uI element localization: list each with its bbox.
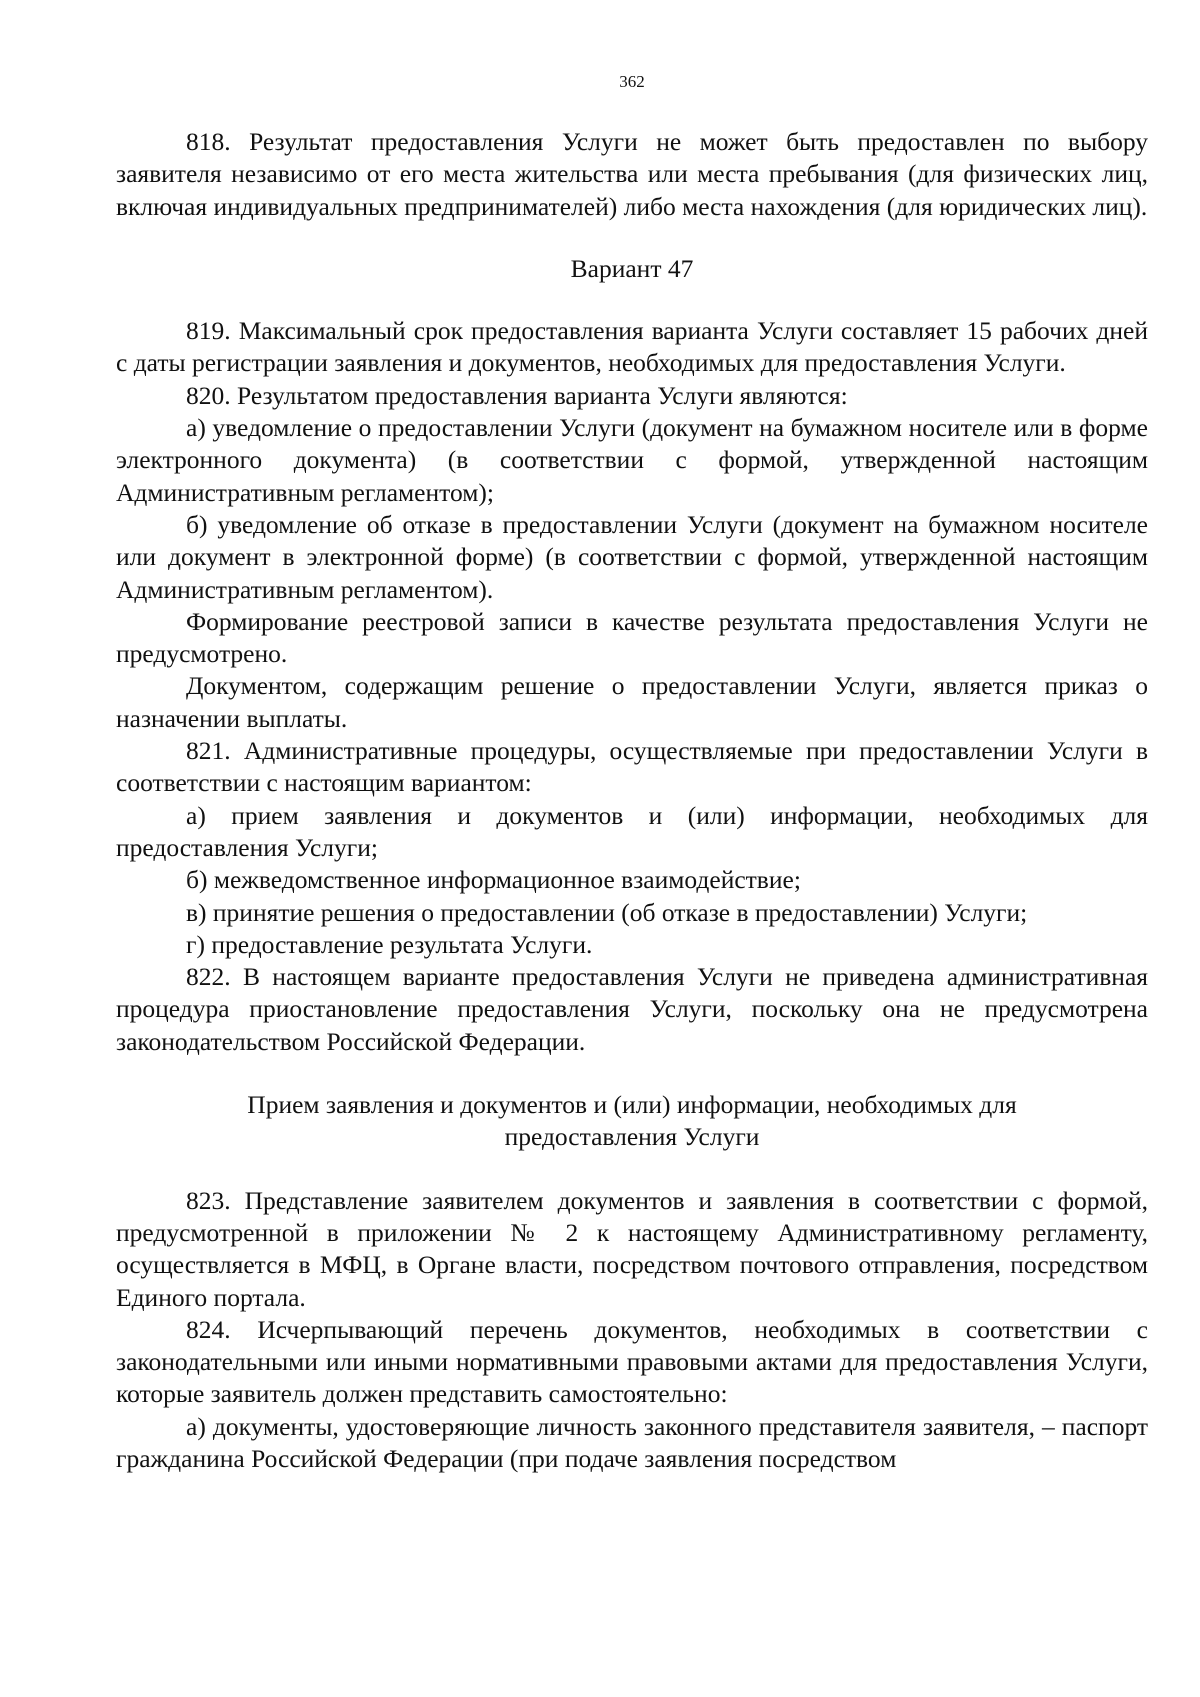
paragraph-824: 824. Исчерпывающий перечень документов, необходимых в соответствии с законодательными или иными нормативными правовыми актами для предоставления Услуги, которые заявитель должен представить самостоятельно: [116,1314,1148,1409]
paragraph-821-a: а) прием заявления и документов и (или) информации, необходимых для предоставления Услуги; [116,800,1148,862]
paragraph-821-d: г) предоставление результата Услуги. [186,929,593,959]
variant-heading: Вариант 47 [570,253,694,283]
paragraph-818: 818. Результат предоставления Услуги не может быть предоставлен по выбору заявителя независимо от его места жительства или места пребывания (для физических лиц, включая индивидуальных предпринимателей) либо места нахождения (для юридических лиц). [116,127,1148,221]
paragraph-824-a: а) документы, удостоверяющие личность законного представителя заявителя, – паспорт гражданина Российской Федерации (при подаче заявления посредством [116,1411,1148,1473]
paragraph-820-b: б) уведомление об отказе в предоставлении Услуги (документ на бумажном носителе или документ в электронной форме) (в соответствии с формой, утвержденной настоящим Административным регламентом). [116,509,1148,604]
paragraph-820-a: а) уведомление о предоставлении Услуги (документ на бумажном носителе или в форме электронного документа) (в соответствии с формой, утвержденной настоящим Административным регламентом); [116,413,1148,507]
document-body [116,126,1148,1475]
paragraph-820: 820. Результатом предоставления варианта Услуги являются: [186,380,848,410]
section-heading [116,1089,1148,1154]
paragraph-821-b: б) межведомственное информационное взаимодействие; [186,865,801,895]
paragraph-registry-record: Формирование реестровой записи в качестве результата предоставления Услуги не предусмотрено. [116,606,1148,669]
section-heading-line-2: предоставления Услуги [504,1122,760,1152]
page-number: 362 [619,72,645,91]
paragraph-821-c: в) принятие решения о предоставлении (об отказе в предоставлении) Услуги; [186,897,1028,927]
paragraph-822: 822. В настоящем варианте предоставления Услуги не приведена административная процедура приостановление предоставления Услуги, поскольку она не предусмотрена законодательством Российской Федерации. [116,962,1148,1056]
paragraph-823: 823. Представление заявителем документов и заявления в соответствии с формой, предусмотренной в приложении № 2 к настоящему Административному регламенту, осуществляется в МФЦ, в Органе власти, посредством почтового отправления, посредством Единого портала. [116,1185,1148,1312]
paragraph-821: 821. Административные процедуры, осуществляемые при предоставлении Услуги в соответствии с настоящим вариантом: [116,736,1148,798]
paragraph-819: 819. Максимальный срок предоставления варианта Услуги составляет 15 рабочих дней с даты регистрации заявления и документов, необходимых для предоставления Услуги. [116,316,1148,378]
section-heading-line-1: Прием заявления и документов и (или) информации, необходимых для [247,1090,1017,1120]
paragraph-decision-document: Документом, содержащим решение о предоставлении Услуги, является приказ о назначении выплаты. [116,671,1148,733]
